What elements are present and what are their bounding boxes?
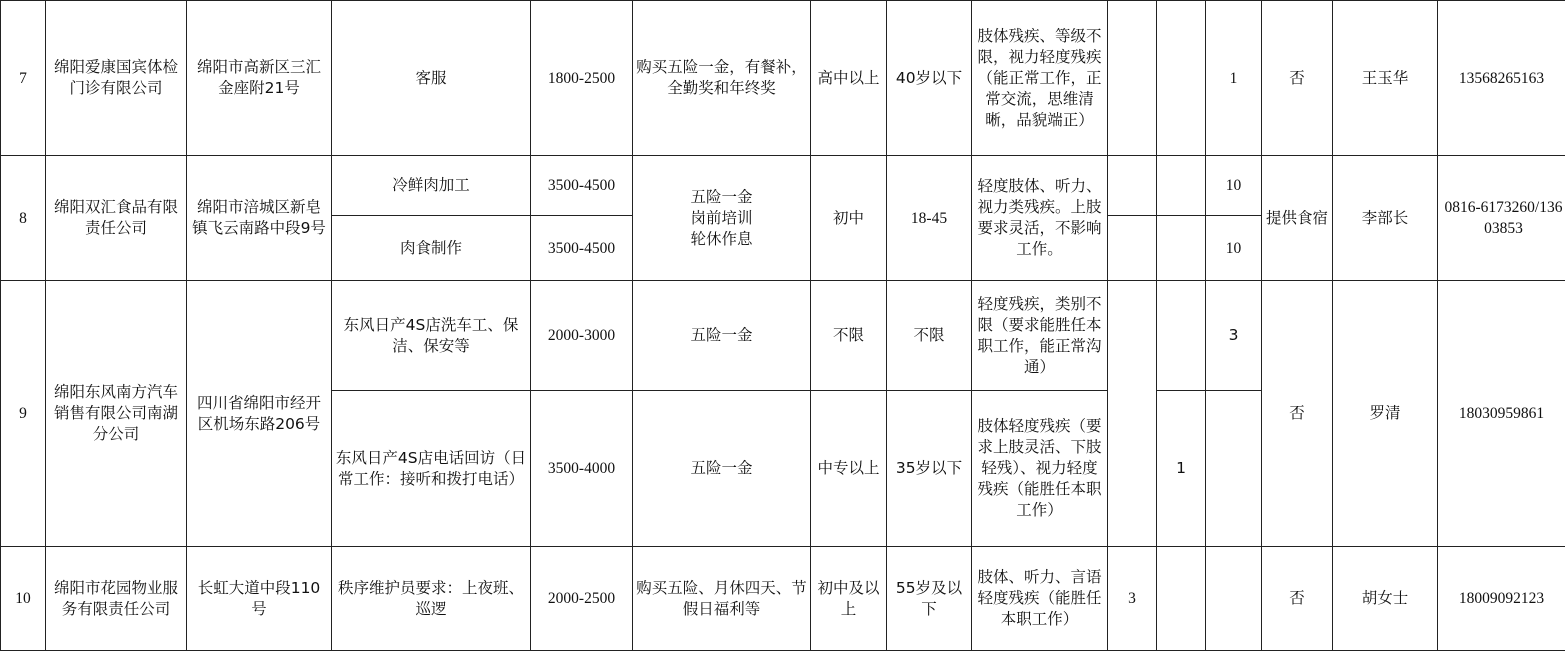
row-number: 9 — [1, 281, 46, 547]
company-address: 绵阳市高新区三汇金座附21号 — [187, 1, 332, 156]
position-name: 客服 — [332, 1, 531, 156]
education-requirement: 初中及以上 — [811, 547, 887, 651]
contact-phone: 13568265163 — [1438, 1, 1565, 156]
benefits: 五险一金 — [633, 281, 811, 391]
hiring-count: 10 — [1206, 216, 1262, 281]
company-name: 绵阳爱康国宾体检门诊有限公司 — [46, 1, 187, 156]
contact-person: 王玉华 — [1333, 1, 1438, 156]
company-name: 绵阳双汇食品有限责任公司 — [46, 156, 187, 281]
company-address: 四川省绵阳市经开区机场东路206号 — [187, 281, 332, 547]
contact-phone: 18009092123 — [1438, 547, 1565, 651]
position-name: 秩序维护员要求：上夜班、巡逻 — [332, 547, 531, 651]
salary-range: 2000-3000 — [531, 281, 633, 391]
position-name: 肉食制作 — [332, 216, 531, 281]
company-address: 绵阳市涪城区新皂镇飞云南路中段9号 — [187, 156, 332, 281]
extra-column-1 — [1108, 156, 1157, 216]
hiring-count: 3 — [1206, 281, 1262, 391]
contact-person: 罗清 — [1333, 281, 1438, 547]
education-requirement: 中专以上 — [811, 391, 887, 547]
education-requirement: 高中以上 — [811, 1, 887, 156]
salary-range: 2000-2500 — [531, 547, 633, 651]
extra-column-1: 3 — [1108, 547, 1157, 651]
company-name: 绵阳东风南方汽车销售有限公司南湖分公司 — [46, 281, 187, 547]
hiring-count — [1206, 547, 1262, 651]
contact-person: 胡女士 — [1333, 547, 1438, 651]
row-number: 10 — [1, 547, 46, 651]
salary-range: 3500-4500 — [531, 156, 633, 216]
extra-column-2 — [1157, 156, 1206, 216]
hiring-count: 1 — [1206, 1, 1262, 156]
row-number: 7 — [1, 1, 46, 156]
extra-column-2 — [1157, 547, 1206, 651]
salary-range: 1800-2500 — [531, 1, 633, 156]
room-and-board: 否 — [1262, 281, 1333, 547]
salary-range: 3500-4500 — [531, 216, 633, 281]
room-and-board: 否 — [1262, 547, 1333, 651]
education-requirement: 不限 — [811, 281, 887, 391]
age-requirement: 35岁以下 — [887, 391, 972, 547]
disability-requirement: 轻度残疾，类别不限（要求能胜任本职工作，能正常沟通） — [972, 281, 1108, 391]
position-name: 东风日产4S店洗车工、保洁、保安等 — [332, 281, 531, 391]
age-requirement: 40岁以下 — [887, 1, 972, 156]
contact-phone: 18030959861 — [1438, 281, 1565, 547]
benefits: 购买五险一金，有餐补，全勤奖和年终奖 — [633, 1, 811, 156]
position-name: 东风日产4S店电话回访（日常工作：接听和拨打电话） — [332, 391, 531, 547]
contact-phone-text: 0816-6173260/13603853 — [1444, 199, 1563, 237]
hiring-count: 10 — [1206, 156, 1262, 216]
table-row — [1, 281, 1565, 391]
extra-column-2 — [1157, 281, 1206, 391]
hiring-count — [1206, 391, 1262, 547]
disability-requirement: 肢体、听力、言语轻度残疾（能胜任本职工作） — [972, 547, 1108, 651]
disability-requirement: 肢体残疾、等级不限，视力轻度残疾（能正常工作，正常交流，思维清晰，品貌端正） — [972, 1, 1108, 156]
extra-column-1 — [1108, 1, 1157, 156]
table-row — [1, 156, 1565, 216]
extra-column-1 — [1108, 216, 1157, 281]
room-and-board: 提供食宿 — [1262, 156, 1333, 281]
benefits: 五险一金 岗前培训 轮休作息 — [633, 156, 811, 281]
extra-column-2 — [1157, 216, 1206, 281]
table-row — [1, 547, 1565, 651]
contact-person: 李部长 — [1333, 156, 1438, 281]
company-address: 长虹大道中段110号 — [187, 547, 332, 651]
extra-column-2: 1 — [1157, 391, 1206, 547]
extra-column-2 — [1157, 1, 1206, 156]
age-requirement: 不限 — [887, 281, 972, 391]
row-number: 8 — [1, 156, 46, 281]
position-name: 冷鲜肉加工 — [332, 156, 531, 216]
disability-requirement: 肢体轻度残疾（要求上肢灵活、下肢轻残）、视力轻度残疾（能胜任本职工作） — [972, 391, 1108, 547]
company-name: 绵阳市花园物业服务有限责任公司 — [46, 547, 187, 651]
benefits: 购买五险、月休四天、节假日福利等 — [633, 547, 811, 651]
benefits: 五险一金 — [633, 391, 811, 547]
age-requirement: 55岁及以下 — [887, 547, 972, 651]
table-row — [1, 1, 1565, 156]
extra-column-1 — [1108, 281, 1157, 547]
room-and-board: 否 — [1262, 1, 1333, 156]
disability-requirement: 轻度肢体、听力、视力类残疾。上肢要求灵活，不影响工作。 — [972, 156, 1108, 281]
contact-phone — [1438, 156, 1565, 281]
salary-range: 3500-4000 — [531, 391, 633, 547]
age-requirement: 18-45 — [887, 156, 972, 281]
education-requirement: 初中 — [811, 156, 887, 281]
